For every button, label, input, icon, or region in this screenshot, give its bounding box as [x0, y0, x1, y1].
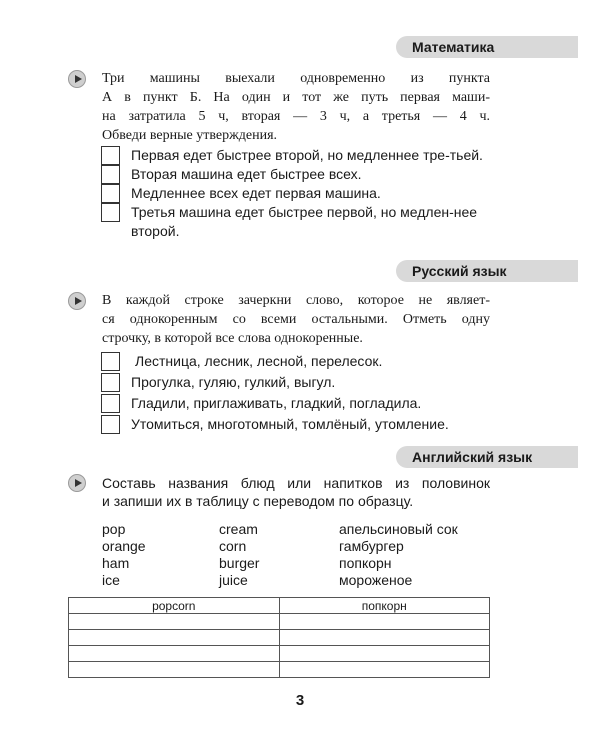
- option-label: Первая едет быстрее второй, но медленнее тре-тьей.: [131, 147, 483, 163]
- task-line: А в пункт Б. На один и тот же путь первая маши-: [102, 90, 490, 105]
- table-cell[interactable]: [69, 662, 280, 678]
- task-line: Три машины выехали одновременно из пункта: [102, 71, 490, 86]
- checkbox[interactable]: [101, 165, 120, 184]
- table-row: [69, 646, 490, 662]
- word: orange: [102, 538, 146, 554]
- table-cell[interactable]: [279, 614, 490, 630]
- russian-task-text: [102, 291, 490, 348]
- math-section-tab: Математика: [396, 36, 578, 58]
- english-task-text: [102, 474, 490, 510]
- word: juice: [219, 572, 248, 588]
- word: pop: [102, 521, 126, 537]
- word: мороженое: [339, 572, 413, 588]
- answer-table: [68, 597, 490, 678]
- table-row: [69, 662, 490, 678]
- math-option: [101, 184, 493, 203]
- checkbox[interactable]: [101, 184, 120, 203]
- word: ice: [102, 572, 120, 588]
- table-cell[interactable]: popcorn: [69, 598, 280, 614]
- table-cell[interactable]: [279, 630, 490, 646]
- task-line: Составь названия блюд или напитков из половинок: [102, 475, 490, 491]
- play-icon[interactable]: [68, 70, 86, 88]
- math-option: [101, 146, 493, 165]
- page-number: 3: [295, 692, 305, 709]
- table-cell[interactable]: [69, 614, 280, 630]
- task-line: и запиши их в таблицу с переводом по образцу.: [102, 493, 414, 509]
- table-cell[interactable]: [69, 646, 280, 662]
- word: ham: [102, 555, 130, 571]
- english-section-tab: Английский язык: [396, 446, 578, 468]
- word: corn: [219, 538, 247, 554]
- russian-option: [101, 415, 493, 434]
- option-label: Утомиться, многотомный, томлёный, утомление.: [131, 416, 449, 432]
- option-label: Прогулка, гуляю, гулкий, выгул.: [131, 374, 336, 390]
- word: гамбургер: [339, 538, 404, 554]
- math-option: [101, 165, 493, 184]
- option-label: Вторая машина едет быстрее всех.: [131, 166, 362, 182]
- russian-options: [101, 352, 493, 434]
- checkbox[interactable]: [101, 203, 120, 222]
- table-cell[interactable]: попкорн: [279, 598, 490, 614]
- russian-option: [101, 352, 493, 371]
- math-task-text: [102, 69, 490, 145]
- task-line: ся однокоренным со всеми остальными. Отметь одну: [102, 312, 490, 327]
- task-line: В каждой строке зачеркни слово, которое не являет-: [102, 293, 490, 308]
- math-options: [101, 146, 493, 241]
- table-row: [69, 630, 490, 646]
- play-icon[interactable]: [68, 292, 86, 310]
- option-label: Медленнее всех едет первая машина.: [131, 185, 381, 201]
- task-line: на затратила 5 ч, вторая — 3 ч, а третья — 4 ч.: [102, 109, 490, 124]
- task-line: строчку, в которой все слова однокоренные.: [102, 331, 363, 346]
- math-option: [101, 203, 493, 241]
- option-label: Третья машина едет быстрее первой, но медлен-нее второй.: [131, 204, 478, 239]
- word: попкорн: [339, 555, 392, 571]
- checkbox[interactable]: [101, 373, 120, 392]
- word-halves-list: [102, 521, 490, 589]
- russian-option: [101, 373, 493, 392]
- checkbox[interactable]: [101, 415, 120, 434]
- table-cell[interactable]: [279, 662, 490, 678]
- russian-section-tab: Русский язык: [396, 260, 578, 282]
- table-row: [69, 614, 490, 630]
- table-cell[interactable]: [69, 630, 280, 646]
- word: cream: [219, 521, 258, 537]
- option-label: Гладили, приглаживать, гладкий, погладила.: [131, 395, 422, 411]
- option-label: Лестница, лесник, лесной, перелесок.: [135, 353, 383, 369]
- word: апельсиновый сок: [339, 521, 458, 537]
- task-line: Обведи верные утверждения.: [102, 128, 278, 143]
- play-icon[interactable]: [68, 474, 86, 492]
- checkbox[interactable]: [101, 146, 120, 165]
- checkbox[interactable]: [101, 352, 120, 371]
- word: burger: [219, 555, 260, 571]
- table-row: [69, 598, 490, 614]
- russian-option: [101, 394, 493, 413]
- table-cell[interactable]: [279, 646, 490, 662]
- checkbox[interactable]: [101, 394, 120, 413]
